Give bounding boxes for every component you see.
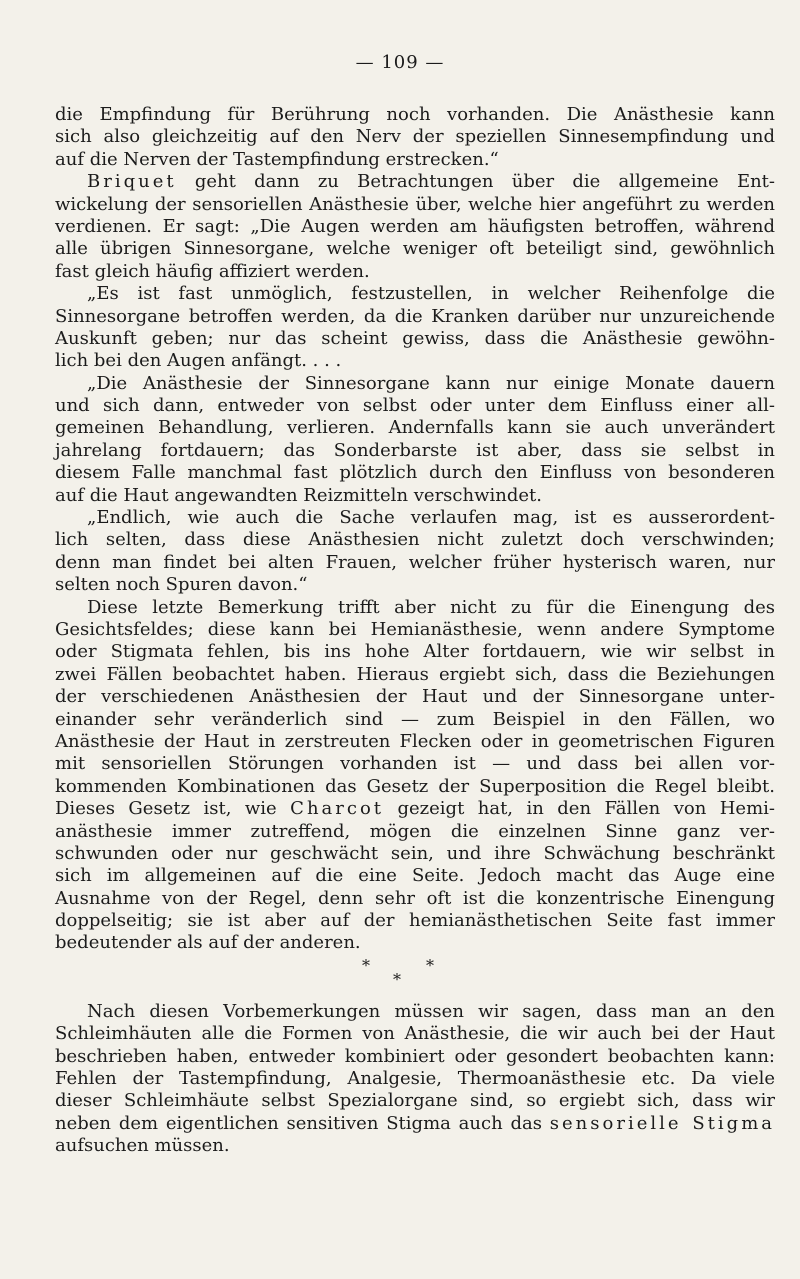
text-line: [55, 753, 775, 775]
text-line: [55, 1090, 775, 1112]
line-text: Sinnesorgane betroffen werden, da die Kranken darüber nur unzureichende: [55, 305, 775, 327]
text-line: [55, 641, 775, 663]
line-text: Auskunft geben; nur das scheint gewiss, dass die Anästhesie gewöhn-: [55, 327, 775, 349]
line-text: fast gleich häufig affiziert werden.: [55, 260, 370, 282]
text-line: [55, 149, 775, 171]
line-text: selten noch Spuren davon.“: [55, 574, 308, 596]
separator-star: *: [362, 955, 370, 975]
line-text: Anästhesie der Haut in zerstreuten Flecken oder in geometrischen Figuren: [55, 730, 775, 752]
text-line: [55, 910, 775, 932]
text-line: [55, 306, 775, 328]
text-line: [55, 395, 775, 417]
line-text: dieser Schleimhäute selbst Spezialorgane sind, so ergiebt sich, dass wir: [55, 1090, 775, 1112]
line-text: aufsuchen müssen.: [55, 1135, 230, 1157]
line-text: „Endlich, wie auch die Sache verlaufen mag, ist es ausserordent-: [87, 507, 775, 529]
line-text: neben dem eigentlichen sensitiven Stigma auch das: [55, 1112, 550, 1134]
line-text: sich im allgemeinen auf die eine Seite. Jedoch macht das Auge eine: [55, 865, 775, 887]
line-text: alle übrigen Sinnesorgane, welche weniger oft beteiligt sind, gewöhnlich: [55, 238, 775, 260]
line-text: und sich dann, entweder von selbst oder unter dem Einfluss einer all-: [55, 395, 775, 417]
line-text: der verschiedenen Anästhesien der Haut und der Sinnesorgane unter-: [55, 686, 775, 708]
separator-star: *: [393, 969, 401, 989]
text-line: [55, 216, 775, 238]
text-line: [55, 1135, 775, 1157]
line-text: Fehlen der Tastempfindung, Analgesie, Thermoanästhesie etc. Da viele: [55, 1068, 775, 1090]
text-line: [55, 1001, 775, 1023]
line-text: lich bei den Augen anfängt. . . .: [55, 350, 342, 372]
text-line: [55, 261, 775, 283]
text-line: [55, 417, 775, 439]
line-text: beschrieben haben, entweder kombiniert oder gesondert beobachten kann:: [55, 1045, 775, 1067]
line-text: mit sensoriellen Störungen vorhanden ist — und dass bei allen vor-: [55, 753, 775, 775]
text-line: [55, 1113, 775, 1135]
text-line: [55, 485, 775, 507]
line-text: jahrelang fortdauern; das Sonderbarste ist aber, dass sie selbst in: [55, 439, 775, 461]
text-line: [55, 731, 775, 753]
line-text: sich also gleichzeitig auf den Nerv der speziellen Sinnesempfindung und: [55, 126, 775, 148]
text-line: [55, 373, 775, 395]
text-line: [55, 104, 775, 126]
line-text: die Empfindung für Berührung noch vorhanden. Die Anästhesie kann: [55, 104, 775, 125]
text-line: [55, 283, 775, 305]
line-text: bedeutender als auf der anderen.: [55, 932, 361, 954]
text-line: [55, 574, 775, 596]
line-text: diesem Falle manchmal fast plötzlich durch den Einfluss von besonderen: [55, 462, 775, 484]
body-text: [55, 104, 775, 1158]
line-text: auf die Haut angewandten Reizmitteln verschwindet.: [55, 484, 542, 506]
line-text: Ausnahme von der Regel, denn sehr oft ist die konzentrische Einengung: [55, 887, 775, 909]
text-line: [55, 350, 775, 372]
separator-star: *: [426, 955, 434, 975]
text-line: [55, 776, 775, 798]
text-line: [55, 171, 775, 193]
text-line: [55, 328, 775, 350]
text-line: [55, 507, 775, 529]
author-name: Briquet: [87, 171, 177, 193]
line-text: gemeinen Behandlung, verlieren. Andernfalls kann sie auch unverändert: [55, 417, 775, 439]
line-text: verdienen. Er sagt: „Die Augen werden am häufigsten betroffen, während: [55, 215, 775, 237]
line-text: „Die Anästhesie der Sinnesorgane kann nur einige Monate dauern: [87, 372, 775, 394]
text-line: [55, 1023, 775, 1045]
line-text: Gesichtsfeldes; diese kann bei Hemianästhesie, wenn andere Symptome: [55, 618, 775, 640]
text-line: [55, 238, 775, 260]
text-line: [55, 529, 775, 551]
line-text: Nach diesen Vorbemerkungen müssen wir sagen, dass man an den: [87, 1000, 775, 1022]
line-text: denn man findet bei alten Frauen, welcher früher hysterisch waren, nur: [55, 551, 775, 573]
text-block-after-separator: [55, 1001, 775, 1158]
text-line: [55, 440, 775, 462]
line-text: Diese letzte Bemerkung trifft aber nicht zu für die Einengung des: [87, 596, 775, 618]
text-line: [55, 1046, 775, 1068]
line-text: lich selten, dass diese Anästhesien nicht zuletzt doch verschwinden;: [55, 529, 775, 551]
text-line: [55, 932, 775, 954]
line-text: kommenden Kombinationen das Gesetz der Superposition die Regel bleibt.: [55, 775, 775, 797]
emphasized-text: Charcot: [290, 798, 385, 820]
line-text: geht dann zu Betrachtungen über die allgemeine Ent-: [176, 171, 775, 193]
text-line: [55, 664, 775, 686]
line-text: einander sehr veränderlich sind — zum Beispiel in den Fällen, wo: [55, 708, 775, 730]
line-text: schwunden oder nur geschwächt sein, und ihre Schwächung beschränkt: [55, 842, 775, 864]
line-text: zwei Fällen beobachtet haben. Hieraus ergiebt sich, dass die Beziehungen: [55, 663, 775, 685]
section-separator: [55, 955, 775, 995]
line-text: wickelung der sensoriellen Anästhesie über, welche hier angeführt zu werden: [55, 193, 775, 215]
text-line: [55, 686, 775, 708]
line-text: „Es ist fast unmöglich, festzustellen, in welcher Reihenfolge die: [87, 283, 775, 305]
page-number: — 109 —: [355, 52, 445, 73]
line-text: doppelseitig; sie ist aber auf der hemianästhetischen Seite fast immer: [55, 910, 775, 932]
line-text: gezeigt hat, in den Fällen von Hemi-: [384, 798, 775, 820]
line-text: anästhesie immer zutreffend, mögen die einzelnen Sinne ganz ver-: [55, 820, 775, 842]
text-line: [55, 709, 775, 731]
line-text: auf die Nerven der Tastempfindung erstrecken.“: [55, 148, 499, 170]
text-line: [55, 1068, 775, 1090]
text-line: [55, 619, 775, 641]
line-text: oder Stigmata fehlen, bis ins hohe Alter fortdauern, wie wir selbst in: [55, 641, 775, 663]
text-line: [55, 843, 775, 865]
emphasized-text: sensorielle Stigma: [549, 1112, 775, 1134]
text-line: [55, 552, 775, 574]
text-line: [55, 194, 775, 216]
text-block-main: [55, 104, 775, 955]
text-line: [55, 597, 775, 619]
text-line: [55, 798, 775, 820]
text-line: [55, 126, 775, 148]
line-text: Dieses Gesetz ist, wie: [55, 798, 291, 820]
line-text: Schleimhäuten alle die Formen von Anästhesie, die wir auch bei der Haut: [55, 1023, 775, 1045]
text-line: [55, 865, 775, 887]
text-line: [55, 821, 775, 843]
text-line: [55, 888, 775, 910]
text-line: [55, 462, 775, 484]
